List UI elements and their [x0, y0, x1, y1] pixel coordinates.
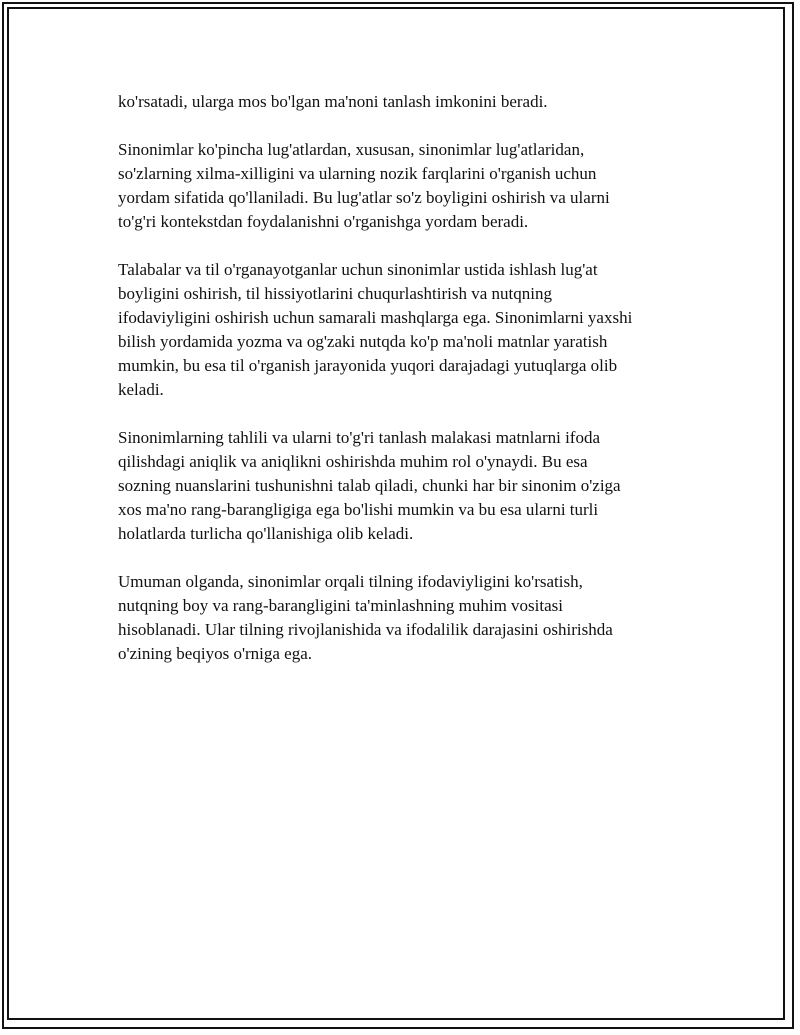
text-line: o'zining beqiyos o'rniga ega. [118, 644, 313, 663]
text-line: so'zlarning xilma-xilligini va ularning nozik farqlarini o'rganish uchun [118, 164, 597, 183]
text-line: ko'rsatadi, ularga mos bo'lgan ma'noni tanlash imkonini beradi. [118, 92, 548, 111]
paragraph-1 [118, 90, 678, 114]
text-line: boyligini oshirish, til hissiyotlarini chuqurlashtirish va nutqning [118, 284, 552, 303]
paragraph-2 [118, 138, 678, 234]
text-line: yordam sifatida qo'llaniladi. Bu lug'atlar so'z boyligini oshirish va ularni [118, 188, 610, 207]
paragraph-4 [118, 426, 678, 546]
text-line: sozning nuanslarini tushunishni talab qiladi, chunki har bir sinonim o'ziga [118, 476, 621, 495]
paragraph-5 [118, 570, 678, 666]
text-line: xos ma'no rang-barangligiga ega bo'lishi mumkin va bu esa ularni turli [118, 500, 599, 519]
document-body [118, 90, 678, 690]
text-line: bilish yordamida yozma va og'zaki nutqda ko'p ma'noli matnlar yaratish [118, 332, 608, 351]
text-line: mumkin, bu esa til o'rganish jarayonida yuqori darajadagi yutuqlarga olib [118, 356, 618, 375]
text-line: Talabalar va til o'rganayotganlar uchun sinonimlar ustida ishlash lug'at [118, 260, 598, 279]
text-line: holatlarda turlicha qo'llanishiga olib keladi. [118, 524, 414, 543]
text-line: ifodaviyligini oshirish uchun samarali mashqlarga ega. Sinonimlarni yaxshi [118, 308, 633, 327]
text-line: qilishdagi aniqlik va aniqlikni oshirishda muhim rol o'ynaydi. Bu esa [118, 452, 588, 471]
text-line: keladi. [118, 380, 164, 399]
text-line: Sinonimlar ko'pincha lug'atlardan, xususan, sinonimlar lug'atlaridan, [118, 140, 585, 159]
text-line: to'g'ri kontekstdan foydalanishni o'rganishga yordam beradi. [118, 212, 529, 231]
text-line: hisoblanadi. Ular tilning rivojlanishida va ifodalilik darajasini oshirishda [118, 620, 613, 639]
paragraph-3 [118, 258, 678, 402]
text-line: Umuman olganda, sinonimlar orqali tilning ifodaviyligini ko'rsatish, [118, 572, 583, 591]
text-line: nutqning boy va rang-barangligini ta'minlashning muhim vositasi [118, 596, 564, 615]
text-line: Sinonimlarning tahlili va ularni to'g'ri tanlash malakasi matnlarni ifoda [118, 428, 601, 447]
